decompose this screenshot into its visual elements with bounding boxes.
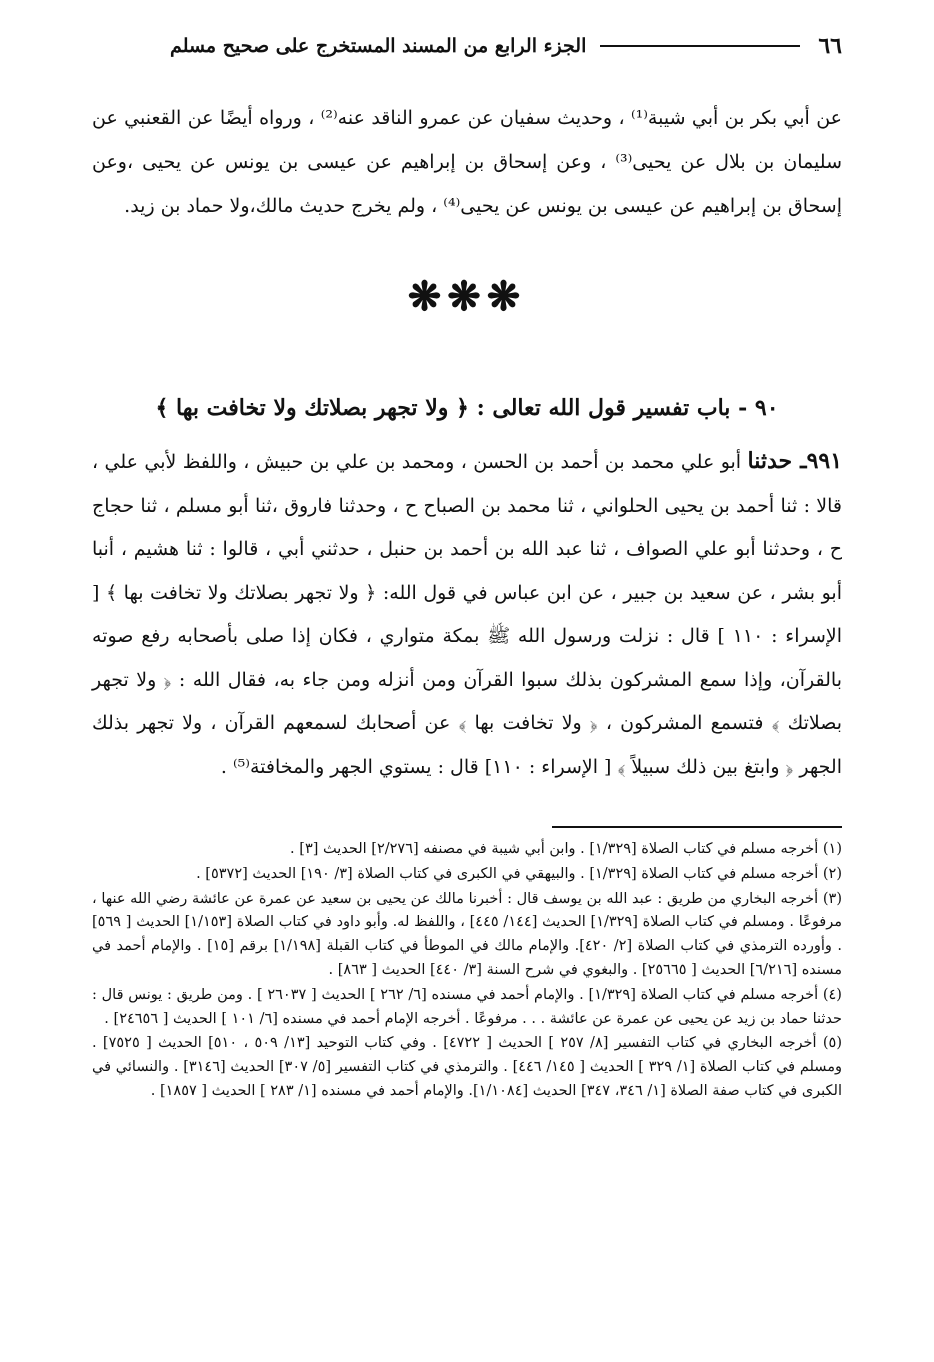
hadith-number: ٩٩١ـ حدثنا — [747, 448, 843, 474]
header-line — [600, 45, 800, 47]
hadith-text: أبو علي محمد بن أحمد بن الحسن ، ومحمد بن علي بن حبيش ، واللفظ لأبي علي ، قالا : ثنا أحمد بن يحيى الحلواني ، ثنا محمد بن الصباح ح ، وحدثنا فاروق ،ثنا أبو مسلم ، ثنا حجاج ح ، وحدثنا أبو علي الصواف ، ثنا عبد الله بن أحمد بن حنبل ، حدثني أبي ، قالوا : ثنا هشيم ، أنبا أبو بشر ، عن سعيد بن جبير ، عن ابن عباس في قول الله: ﴿ ولا تجهر بصلاتك ولا تخافت بها ﴾ [ الإسراء : ١١٠ ] قال : نزلت ورسول الله ﷺ بمكة متواري ، فكان إذا صلى بأصحابه رفع صوته بالقرآن، وإذا سمع المشركون بذلك سبوا القرآن ومن أنزله ومن جاء به، فقال الله : ﴿ ولا تجهر بصلاتك ﴾ فتسمع المشركون ، ﴿ ولا تخافت بها ﴾ عن أصحابك لسمعهم القرآن ، ولا تجهر بذلك الجهر ﴿ وابتغ بين ذلك سبيلاً ﴾ [ الإسراء : ١١٠] قال : يستوي الجهر والمخافتة⁽⁵⁾ . — [92, 451, 842, 778]
page-header — [92, 30, 842, 62]
footnote-2: (٢) أخرجه مسلم في كتاب الصلاة [١/٣٢٩] . والبيهقي في الكبرى في كتاب الصلاة [٣/ ١٩٠] الحديث [٥٣٧٢] . — [196, 865, 842, 882]
section-separator: ❋❋❋ — [407, 273, 527, 320]
hadith-paragraph — [92, 440, 842, 789]
intro-text: عن أبي بكر بن أبي شيبة⁽¹⁾ ، وحديث سفيان عن عمرو الناقد عنه⁽²⁾ ، ورواه أيضًا عن القعنبي عن سليمان بن بلال عن يحيى⁽³⁾ ، وعن إسحاق بن إبراهيم عن عيسى بن يونس عن يحيى ،وعن إسحاق بن إبراهيم عن عيسى بن يونس عن يحيى⁽⁴⁾ ، ولم يخرج حديث مالك،ولا حماد بن زيد. — [92, 107, 842, 217]
footnote-divider — [552, 826, 842, 828]
footnote-4: (٤) أخرجه مسلم في كتاب الصلاة [١/٣٢٩] . والإمام أحمد في مسنده [٦/ ٢٦٢ ] الحديث [ ٢٦٠٣٧ ] . ومن طريق : يونس قال : حدثنا حماد بن زيد عن يحيى عن عمرة عن عائشة . . . مرفوعًا . أخرجه الإمام أحمد في مسنده [٦/ ١٠١ ] الحديث [ ٢٤٦٥٦] . — [92, 986, 842, 1027]
footnote-5: (٥) أخرجه البخاري في كتاب التفسير [٨/ ٢٥٧ ] الحديث [ ٤٧٢٢] . وفي كتاب التوحيد [١٣/ ٥٠٩ ، ٥١٠] الحديث [ ٧٥٢٥] . ومسلم في كتاب الصلاة [١/ ٣٢٩ ] الحديث [ ١٤٥/ ٤٤٦] . والترمذي في كتاب التفسير [٥/ ٣٠٧] الحديث [٣١٤٦] . والنسائي في الكبرى في كتاب صفة الصلاة [١/ ٣٤٦، ٣٤٧] الحديث [١/١٠٨٤]. والإمام أحمد في مسنده [١/ ٢٨٣ ] الحديث [ ١٨٥٧] . — [92, 1035, 842, 1099]
page-number: ٦٦ — [818, 33, 842, 59]
chapter-heading: ٩٠ - باب تفسير قول الله تعالى : ﴿ ولا تجهر بصلاتك ولا تخافت بها ﴾ — [155, 395, 779, 421]
running-title: الجزء الرابع من المسند المستخرج على صحيح مسلم — [170, 35, 587, 57]
footnote-1: (١) أخرجه مسلم في كتاب الصلاة [١/٣٢٩] . وابن أبي شيبة في مصنفه [٢/٢٧٦] الحديث [٣] . — [290, 841, 842, 857]
intro-paragraph — [92, 96, 842, 228]
footnotes — [92, 838, 842, 1105]
footnote-3: (٣) أخرجه البخاري من طريق : عبد الله بن يوسف قال : أخبرنا مالك عن يحيى بن سعيد عن عمرة عن عائشة رضي الله عنها ، مرفوعًا . ومسلم في كتاب الصلاة [١/٣٢٩] الحديث [١٤٤/ ٤٤٥] ، واللفظ له. وأبو داود في كتاب الصلاة [١/١٥٣] الحديث [ ٥٦٩] . وأورده الترمذي في كتاب الصلاة [٢/ ٤٢٠]. والإمام مالك في الموطأ في كتاب القبلة [١/١٩٨] برقم [١٥] . والإمام أحمد في مسنده [٦/٢١٦] الحديث [ ٢٥٦٦٥] . والبغوي في شرح السنة [٣/ ٤٤٠] الحديث [ ٨٦٣] . — [92, 890, 843, 978]
